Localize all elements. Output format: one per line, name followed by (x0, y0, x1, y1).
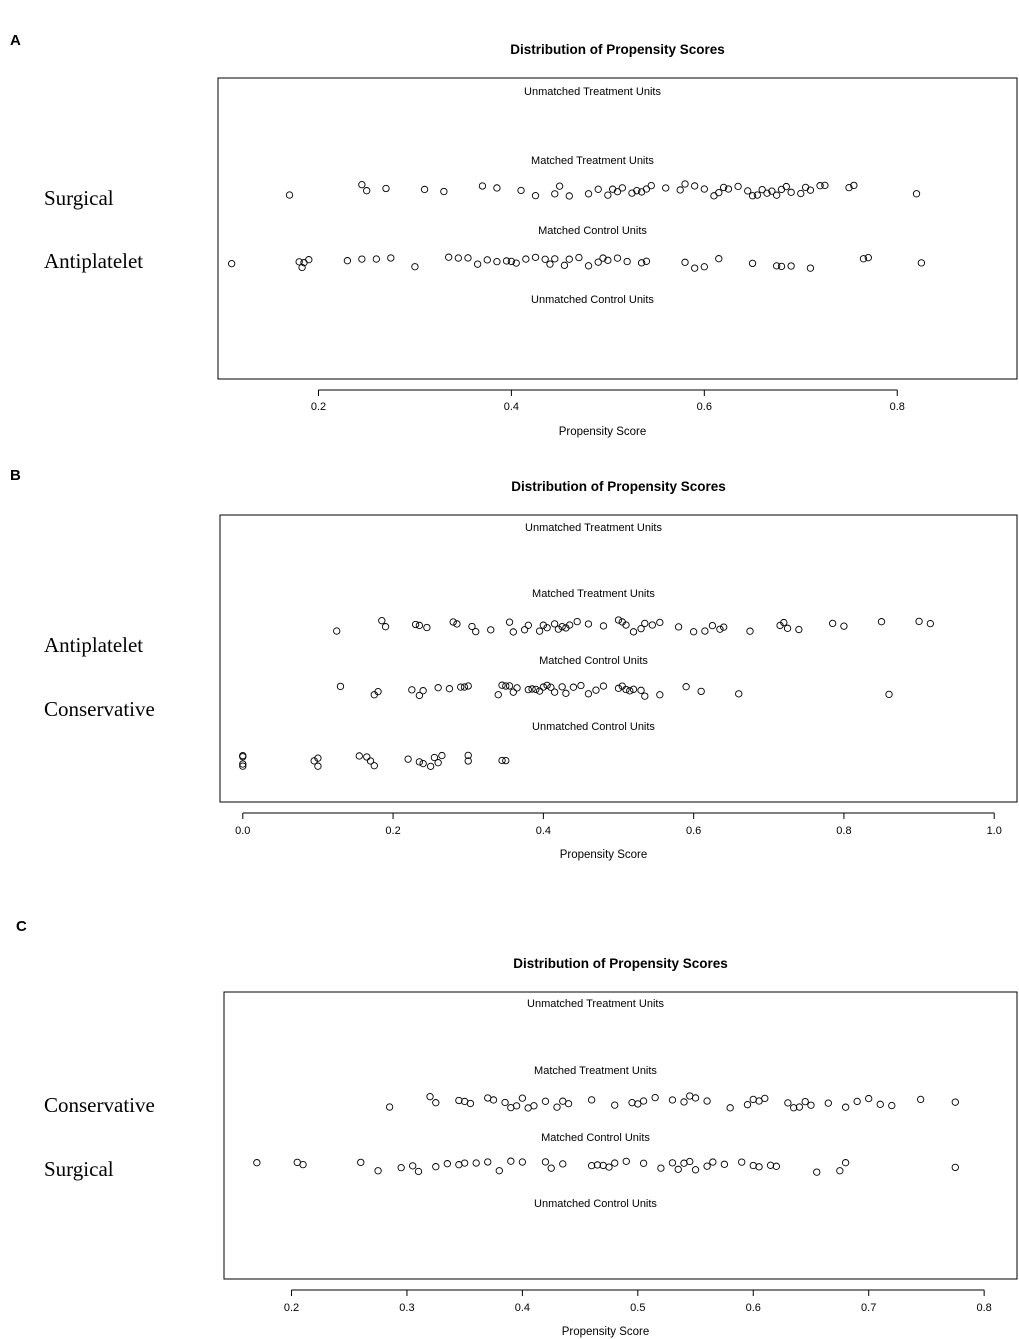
data-point (444, 1161, 450, 1167)
data-point (710, 1159, 716, 1165)
data-point (542, 1098, 548, 1104)
section-label: Matched Control Units (541, 1132, 650, 1144)
data-point (952, 1099, 958, 1105)
data-point (842, 1104, 848, 1110)
data-point (496, 1168, 502, 1174)
data-point (508, 1158, 514, 1164)
data-point (513, 1103, 519, 1109)
data-point (652, 1094, 658, 1100)
section-label: Matched Control Units (538, 225, 647, 237)
data-point (565, 1101, 571, 1107)
section-label: Unmatched Control Units (534, 1198, 657, 1210)
x-tick-label: 0.7 (861, 1302, 877, 1314)
group-label: Antiplatelet (44, 633, 144, 657)
data-point (837, 1168, 843, 1174)
section-label: Unmatched Treatment Units (525, 522, 662, 534)
data-point (727, 1105, 733, 1111)
data-point (473, 1160, 479, 1166)
section-label: Unmatched Treatment Units (524, 86, 661, 98)
data-point (415, 1168, 421, 1174)
data-point (531, 1103, 537, 1109)
data-point (865, 1095, 871, 1101)
data-point (433, 1099, 439, 1105)
data-point (744, 1101, 750, 1107)
data-point (502, 1099, 508, 1105)
data-point (750, 1162, 756, 1168)
data-point (687, 1158, 693, 1164)
x-tick-label: 0.3 (399, 1302, 415, 1314)
data-point (773, 1163, 779, 1169)
data-point (588, 1097, 594, 1103)
group-label: Conservative (44, 1093, 155, 1117)
data-point (461, 1160, 467, 1166)
x-tick-label: 0.4 (503, 401, 520, 413)
data-point (808, 1102, 814, 1108)
data-point (410, 1163, 416, 1169)
x-tick-label: 0.2 (385, 825, 401, 837)
data-point (629, 1099, 635, 1105)
panel-letter: C (16, 918, 27, 935)
chart-title: Distribution of Propensity Scores (510, 42, 725, 57)
x-tick-label: 0.2 (283, 1302, 300, 1314)
data-point (254, 1160, 260, 1166)
data-point (877, 1101, 883, 1107)
x-tick-label: 0.8 (836, 825, 852, 837)
x-axis-label: Propensity Score (558, 426, 647, 438)
data-point (490, 1097, 496, 1103)
data-point (433, 1163, 439, 1169)
data-point (825, 1100, 831, 1106)
x-tick-label: 1.0 (986, 825, 1002, 837)
data-point (542, 1159, 548, 1165)
panel-letter: A (10, 32, 21, 49)
data-point (358, 1159, 364, 1165)
x-tick-label: 0.2 (310, 401, 327, 413)
data-point (692, 1095, 698, 1101)
data-point (386, 1104, 392, 1110)
data-point (669, 1160, 675, 1166)
data-point (854, 1098, 860, 1104)
x-axis-label: Propensity Score (561, 1326, 650, 1338)
data-point (756, 1164, 762, 1170)
data-point (785, 1100, 791, 1106)
data-point (721, 1161, 727, 1167)
data-point (762, 1095, 768, 1101)
x-tick-label: 0.6 (745, 1302, 761, 1314)
data-point (704, 1163, 710, 1169)
data-point (814, 1169, 820, 1175)
data-point (658, 1165, 664, 1171)
data-point (889, 1102, 895, 1108)
panel-letter: B (10, 467, 21, 484)
data-point (467, 1100, 473, 1106)
group-label: Surgical (44, 1157, 114, 1181)
x-tick-label: 0.6 (685, 825, 702, 837)
data-point (427, 1093, 433, 1099)
data-point (767, 1162, 773, 1168)
x-tick-label: 0.6 (696, 401, 712, 413)
section-label: Matched Treatment Units (534, 1065, 657, 1077)
data-point (669, 1097, 675, 1103)
section-label: Matched Treatment Units (531, 155, 654, 167)
data-point (560, 1161, 566, 1167)
x-tick-label: 0.4 (514, 1302, 531, 1314)
x-tick-label: 0.4 (535, 825, 552, 837)
data-point (704, 1098, 710, 1104)
data-point (554, 1104, 560, 1110)
data-point (640, 1098, 646, 1104)
x-tick-label: 0.8 (976, 1302, 992, 1314)
x-tick-label: 0.8 (889, 401, 905, 413)
data-point (300, 1161, 306, 1167)
data-point (612, 1160, 618, 1166)
group-label: Antiplatelet (44, 249, 144, 273)
data-point (692, 1167, 698, 1173)
chart-title: Distribution of Propensity Scores (511, 479, 726, 494)
data-point (612, 1102, 618, 1108)
data-point (456, 1097, 462, 1103)
data-point (640, 1160, 646, 1166)
chart-title: Distribution of Propensity Scores (513, 956, 728, 971)
data-point (485, 1159, 491, 1165)
x-tick-label: 0.0 (235, 825, 251, 837)
data-point (681, 1099, 687, 1105)
data-point (548, 1165, 554, 1171)
data-point (952, 1164, 958, 1170)
section-label: Matched Control Units (539, 655, 648, 667)
data-point (675, 1166, 681, 1172)
section-label: Unmatched Treatment Units (527, 998, 664, 1010)
data-point (375, 1168, 381, 1174)
section-label: Matched Treatment Units (532, 588, 655, 600)
data-point (398, 1164, 404, 1170)
data-point (519, 1159, 525, 1165)
data-point (739, 1159, 745, 1165)
data-point (519, 1095, 525, 1101)
x-tick-label: 0.5 (630, 1302, 646, 1314)
group-label: Surgical (44, 186, 114, 210)
data-point (842, 1159, 848, 1165)
section-label: Unmatched Control Units (531, 294, 654, 306)
data-point (802, 1098, 808, 1104)
data-point (917, 1096, 923, 1102)
data-point (606, 1164, 612, 1170)
x-axis-label: Propensity Score (559, 849, 648, 861)
section-label: Unmatched Control Units (532, 721, 655, 733)
data-point (623, 1158, 629, 1164)
group-label: Conservative (44, 697, 155, 721)
